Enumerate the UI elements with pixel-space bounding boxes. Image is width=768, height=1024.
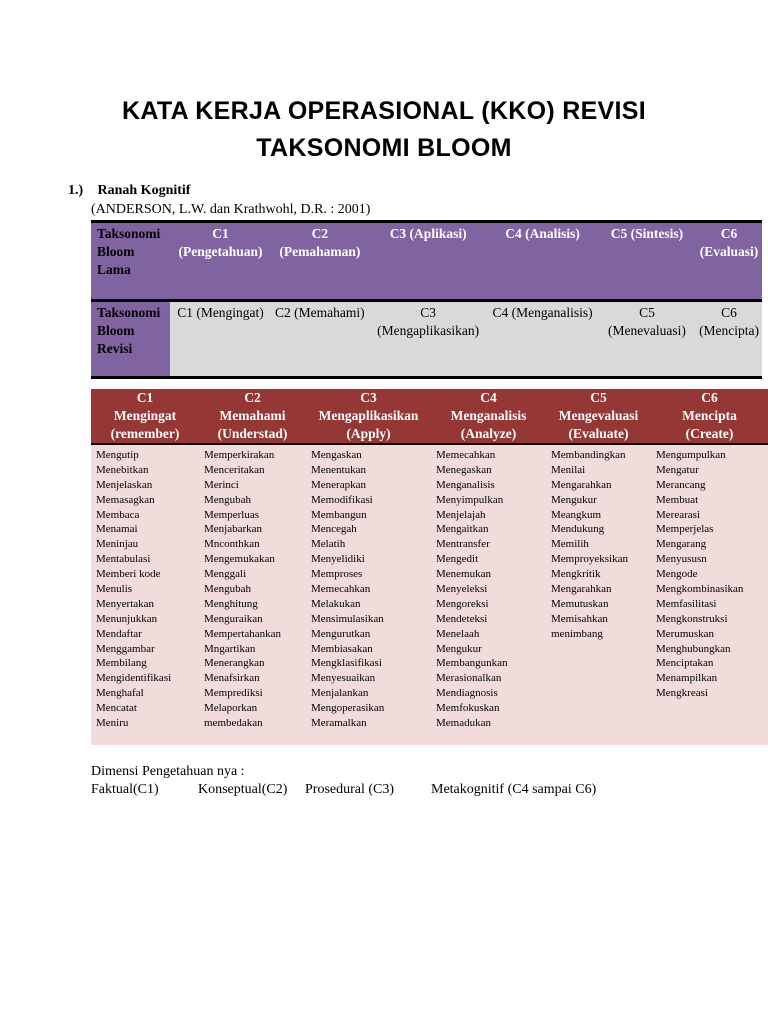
verb-item: Membilang: [96, 657, 147, 670]
verb-item: Menyususn: [656, 553, 707, 566]
verb-item: Mensimulasikan: [311, 612, 384, 625]
header-code: C5: [590, 390, 607, 405]
verb-item: Membandingkan: [551, 449, 626, 461]
verb-item: Meninjau: [96, 538, 139, 551]
revisi-c3: C3 (Mengaplikasikan): [369, 301, 487, 378]
verb-item: Memfasilitasi: [656, 597, 717, 610]
verb-item: Memberi kode: [96, 568, 161, 581]
verb-item: Melaporkan: [204, 702, 258, 715]
verb-column-c3: [306, 444, 431, 745]
verb-item: Menguraikan: [204, 612, 263, 625]
table-row-bloom-revisi: [91, 301, 762, 378]
lama-c5: C5 (Sintesis): [598, 222, 696, 301]
verb-item: Mentransfer: [436, 538, 490, 551]
verb-item: Menyimpulkan: [436, 493, 504, 506]
verb-item: Memperjelas: [656, 523, 714, 536]
verb-item: Mengarang: [656, 538, 707, 551]
verb-item: Memperkirakan: [204, 449, 275, 461]
verb-item: Membangunkan: [436, 657, 508, 670]
verb-item: Menjalankan: [311, 687, 369, 700]
verb-item: Memadukan: [436, 717, 491, 730]
verb-item: Mengkonstruksi: [656, 612, 728, 625]
header-code: C2: [244, 390, 261, 405]
verb-item: Menelaah: [436, 627, 480, 640]
verb-item: Menamai: [96, 523, 138, 536]
kko-header-c5: [546, 389, 651, 444]
header-name: Mengevaluasi: [558, 408, 639, 423]
verb-item: Menyeleksi: [436, 583, 488, 596]
verb-item: Menciptakan: [656, 657, 714, 670]
verb-item: menimbang: [551, 627, 603, 640]
verb-item: Mendiagnosis: [436, 687, 498, 700]
verb-item: Menyelidiki: [311, 553, 365, 566]
kko-verb-table: [91, 389, 768, 745]
table-row-bloom-lama: [91, 222, 762, 301]
header-name: Menganalisis: [450, 408, 527, 423]
verb-item: Menjelajah: [436, 508, 486, 521]
verb-item: Menghitung: [204, 597, 258, 610]
kko-header-row: [91, 389, 768, 444]
verb-item: Mengarahkan: [551, 478, 612, 491]
verb-item: Menafsirkan: [204, 672, 260, 685]
verb-item: Mengoperasikan: [311, 702, 385, 715]
verb-item: Mengubah: [204, 493, 252, 506]
lama-c2: C2 (Pemahaman): [271, 222, 369, 301]
lama-c6: C6 (Evaluasi): [696, 222, 762, 301]
verb-item: Mengedit: [436, 553, 479, 566]
verb-item: Mengarahkan: [551, 583, 612, 596]
verb-item: Melakukan: [311, 597, 361, 610]
revisi-c4: C4 (Menganalisis): [487, 301, 598, 378]
verb-item: Mengurutkan: [311, 627, 371, 640]
header-name: Memahami: [219, 408, 286, 423]
verb-item: Mempertahankan: [204, 627, 281, 640]
verb-item: Menentukan: [311, 463, 366, 476]
header-english: (Create): [685, 426, 734, 441]
header-code: C1: [136, 390, 154, 405]
verb-item: Mengoreksi: [436, 597, 489, 610]
verb-item: Memecahkan: [311, 583, 371, 596]
lama-c1: C1 (Pengetahuan): [170, 222, 270, 301]
title-line-1: KATA KERJA OPERASIONAL (KKO) REVISI: [122, 97, 646, 125]
verb-item: Meangkum: [551, 508, 602, 521]
dimension-title: Dimensi Pengetahuan nya :: [91, 764, 245, 779]
verb-item: Menulis: [96, 583, 133, 596]
verb-item: Menunjukkan: [96, 612, 158, 625]
revisi-c6: C6 (Mencipta): [696, 301, 762, 378]
verb-item: Menjelaskan: [96, 478, 153, 491]
kko-header-c3: [306, 389, 431, 444]
header-name: Mengaplikasikan: [318, 408, 419, 423]
dimension-item: Prosedural (C3): [305, 782, 395, 797]
header-english: (Apply): [346, 426, 391, 441]
kko-header-c6: [651, 389, 768, 444]
dimension-item: Metakognitif (C4 sampai C6): [431, 782, 597, 797]
verb-item: Menampilkan: [656, 672, 718, 685]
verb-item: Memproyeksikan: [551, 553, 628, 566]
verb-item: Menerangkan: [204, 657, 265, 670]
verb-item: Merancang: [656, 478, 706, 491]
verb-item: Membiasakan: [311, 642, 373, 655]
verb-item: Memasagkan: [96, 493, 155, 506]
header-code: C6: [701, 390, 718, 405]
verb-item: Meniru: [96, 717, 129, 730]
header-name: Mengingat: [113, 408, 177, 423]
verb-item: membedakan: [204, 717, 263, 730]
header-name: Mencipta: [682, 408, 737, 423]
title-line-2: TAKSONOMI BLOOM: [256, 134, 512, 162]
verb-item: Memecahkan: [436, 449, 496, 461]
taxonomy-comparison-table: [91, 220, 762, 379]
verb-item: Mengkreasi: [656, 687, 708, 700]
verb-column-c5: [546, 444, 651, 745]
verb-item: Membuat: [656, 493, 699, 506]
verb-item: Memilih: [551, 538, 589, 551]
verb-item: Menggambar: [96, 642, 155, 655]
verb-item: Mengaskan: [311, 449, 362, 461]
header-code: C3: [360, 390, 377, 405]
document-title: [0, 93, 768, 167]
verb-item: Memprediksi: [204, 687, 263, 700]
verb-item: Mengkritik: [551, 568, 601, 581]
kko-header-c4: [431, 389, 546, 444]
verb-item: Memproses: [311, 568, 363, 581]
verb-column-c4: [431, 444, 546, 745]
verb-item: Memfokuskan: [436, 702, 500, 715]
verb-item: Membaca: [96, 508, 140, 521]
verb-item: Menghubungkan: [656, 642, 731, 655]
dimension-item: Konseptual(C2): [198, 782, 288, 797]
verb-item: Merearasi: [656, 508, 700, 521]
verb-item: Mengumpulkan: [656, 449, 726, 461]
verb-item: Mencatat: [96, 702, 137, 715]
row-header-lama: Taksonomi Bloom Lama: [91, 222, 170, 301]
section-heading: [68, 183, 190, 199]
verb-item: Mengukur: [436, 642, 482, 655]
verb-item: Mentabulasi: [96, 553, 151, 566]
header-english: (Analyze): [460, 426, 517, 441]
header-code: C4: [480, 390, 497, 405]
verb-item: Memodifikasi: [311, 493, 373, 506]
verb-item: Melatih: [311, 538, 346, 551]
revisi-c2: C2 (Memahami): [271, 301, 369, 378]
verb-item: Merasionalkan: [436, 672, 502, 685]
row-header-revisi: Taksonomi Bloom Revisi: [91, 301, 170, 378]
header-english: (Evaluate): [568, 426, 629, 441]
verb-item: Menjabarkan: [204, 523, 263, 536]
verb-item: Merumuskan: [656, 627, 715, 640]
lama-c4: C4 (Analisis): [487, 222, 598, 301]
verb-item: Merinci: [204, 478, 239, 491]
verb-item: Mendaftar: [96, 627, 142, 640]
verb-item: Mnconthkan: [204, 538, 260, 551]
verb-item: Membangun: [311, 508, 367, 521]
verb-item: Mengemukakan: [204, 553, 275, 566]
kko-header-c2: [199, 389, 306, 444]
verb-column-c6: [651, 444, 768, 745]
verb-item: Mendeteksi: [436, 612, 488, 625]
kko-header-c1: [91, 389, 199, 444]
revisi-c1: C1 (Mengingat): [170, 301, 270, 378]
verb-item: Memisahkan: [551, 612, 608, 625]
verb-item: Menilai: [551, 463, 586, 476]
verb-item: Menyertakan: [96, 597, 155, 610]
verb-item: Mengatur: [656, 463, 699, 476]
verb-item: Memperluas: [204, 508, 259, 521]
verb-item: Menggali: [204, 568, 247, 581]
verb-column-c2: [199, 444, 306, 745]
verb-item: Mengidentifikasi: [96, 672, 172, 685]
verb-item: Menerapkan: [311, 478, 366, 491]
verb-item: Mencegah: [311, 523, 357, 536]
lama-c3: C3 (Aplikasi): [369, 222, 487, 301]
verb-item: Mengode: [656, 568, 698, 581]
kko-body-row: [91, 444, 768, 745]
verb-item: Menebitkan: [96, 463, 149, 476]
verb-item: Menemukan: [436, 568, 491, 581]
header-english: (remember): [110, 426, 180, 441]
verb-item: Mengutip: [96, 449, 139, 461]
verb-item: Menegaskan: [436, 463, 492, 476]
verb-item: Mengklasifikasi: [311, 657, 382, 670]
verb-column-c1: [91, 444, 199, 745]
verb-item: Menganalisis: [436, 478, 495, 491]
verb-item: Menceritakan: [204, 463, 265, 476]
verb-item: Mngartikan: [204, 642, 256, 655]
verb-item: Mengkombinasikan: [656, 583, 744, 596]
verb-item: Mengaitkan: [436, 523, 489, 536]
verb-item: Meramalkan: [311, 717, 367, 730]
verb-item: Mengukur: [551, 493, 597, 506]
verb-item: Mendukung: [551, 523, 605, 536]
section-number: 1.): [68, 183, 84, 198]
revisi-c5: C5 (Menevaluasi): [598, 301, 696, 378]
reference-citation: (ANDERSON, L.W. dan Krathwohl, D.R. : 2001): [91, 202, 371, 217]
section-title: Ranah Kognitif: [97, 183, 191, 198]
dimension-item: Faktual(C1): [91, 782, 159, 797]
verb-item: Mengubah: [204, 583, 252, 596]
header-english: (Understad): [217, 426, 288, 441]
verb-item: Menyesuaikan: [311, 672, 376, 685]
verb-item: Memutuskan: [551, 597, 609, 610]
verb-item: Menghafal: [96, 687, 144, 700]
